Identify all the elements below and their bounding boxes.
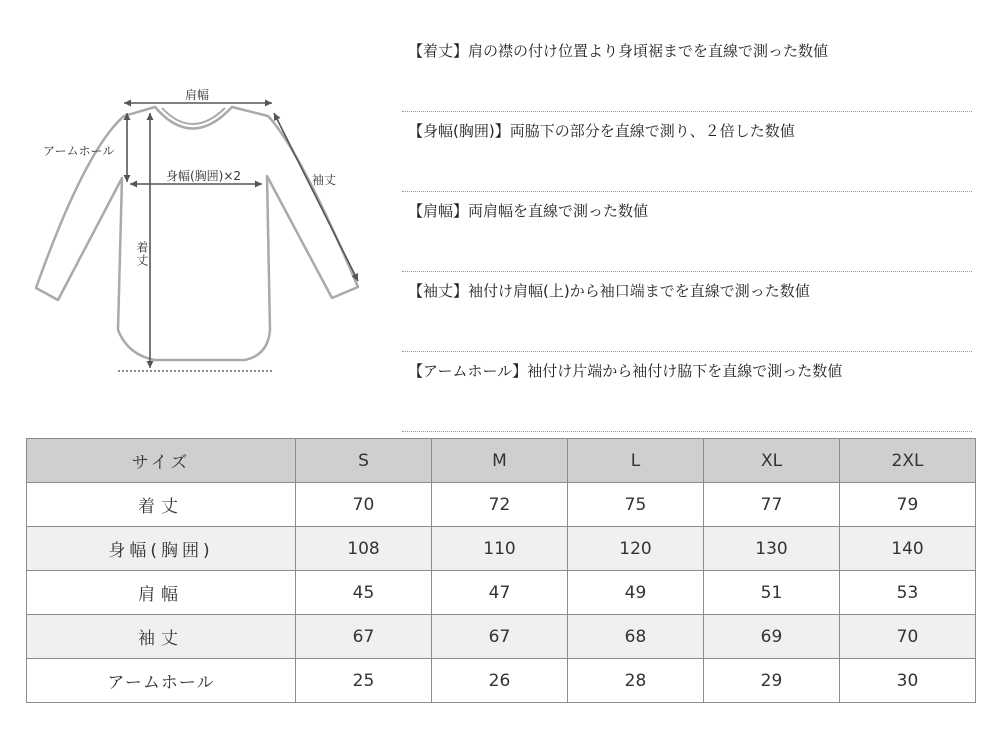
shirt-illustration (0, 0, 400, 400)
header-size: サイズ (27, 439, 296, 483)
header-m: M (432, 439, 568, 483)
table-cell: 26 (432, 659, 568, 703)
definition-row (402, 192, 972, 272)
definition-shoulder: 【肩幅】両肩幅を直線で測った数値 (408, 202, 649, 220)
sleeve-label: 袖丈 (312, 173, 337, 187)
table-cell: 130 (704, 527, 840, 571)
shoulder-label: 肩幅 (185, 88, 210, 102)
table-cell: 49 (568, 571, 704, 615)
header-xl: XL (704, 439, 840, 483)
table-cell: 70 (840, 615, 976, 659)
table-cell: 72 (432, 483, 568, 527)
header-s: S (296, 439, 432, 483)
table-cell: 79 (840, 483, 976, 527)
table-cell: 67 (296, 615, 432, 659)
size-table (26, 438, 976, 703)
table-cell: 45 (296, 571, 432, 615)
armhole-label: アームホール (43, 144, 115, 158)
table-cell: 51 (704, 571, 840, 615)
length-label: 着丈 (135, 241, 149, 267)
table-cell: 68 (568, 615, 704, 659)
table-cell: 30 (840, 659, 976, 703)
row-label: 肩幅 (27, 571, 296, 615)
definition-row (402, 32, 972, 112)
row-label: アームホール (27, 659, 296, 703)
definition-armhole: 【アームホール】袖付け片端から袖付け脇下を直線で測った数値 (408, 362, 843, 380)
table-row (27, 527, 976, 571)
table-cell: 77 (704, 483, 840, 527)
table-row (27, 615, 976, 659)
chest-label: 身幅(胸囲)×2 (166, 169, 242, 183)
definition-sleeve: 【袖丈】袖付け肩幅(上)から袖口端までを直線で測った数値 (408, 282, 810, 300)
table-row (27, 659, 976, 703)
table-cell: 53 (840, 571, 976, 615)
definition-length: 【着丈】肩の襟の付け位置より身頃裾までを直線で測った数値 (408, 42, 829, 60)
definition-chest: 【身幅(胸囲)】両脇下の部分を直線で測り、２倍した数値 (408, 122, 795, 140)
header-2xl: 2XL (840, 439, 976, 483)
table-cell: 120 (568, 527, 704, 571)
definition-row (402, 352, 972, 432)
header-l: L (568, 439, 704, 483)
table-cell: 110 (432, 527, 568, 571)
row-label: 身幅(胸囲) (27, 527, 296, 571)
table-cell: 75 (568, 483, 704, 527)
table-cell: 108 (296, 527, 432, 571)
table-row (27, 571, 976, 615)
garment-diagram (0, 0, 400, 400)
table-cell: 140 (840, 527, 976, 571)
measurement-definitions (402, 32, 972, 432)
table-row (27, 483, 976, 527)
definition-row (402, 112, 972, 192)
table-header-row (27, 439, 976, 483)
row-label: 着丈 (27, 483, 296, 527)
row-label: 袖丈 (27, 615, 296, 659)
table-cell: 25 (296, 659, 432, 703)
table-cell: 69 (704, 615, 840, 659)
table-cell: 29 (704, 659, 840, 703)
table-cell: 28 (568, 659, 704, 703)
sleeve-arrow (274, 113, 358, 281)
definition-row (402, 272, 972, 352)
table-cell: 47 (432, 571, 568, 615)
table-cell: 70 (296, 483, 432, 527)
table-cell: 67 (432, 615, 568, 659)
